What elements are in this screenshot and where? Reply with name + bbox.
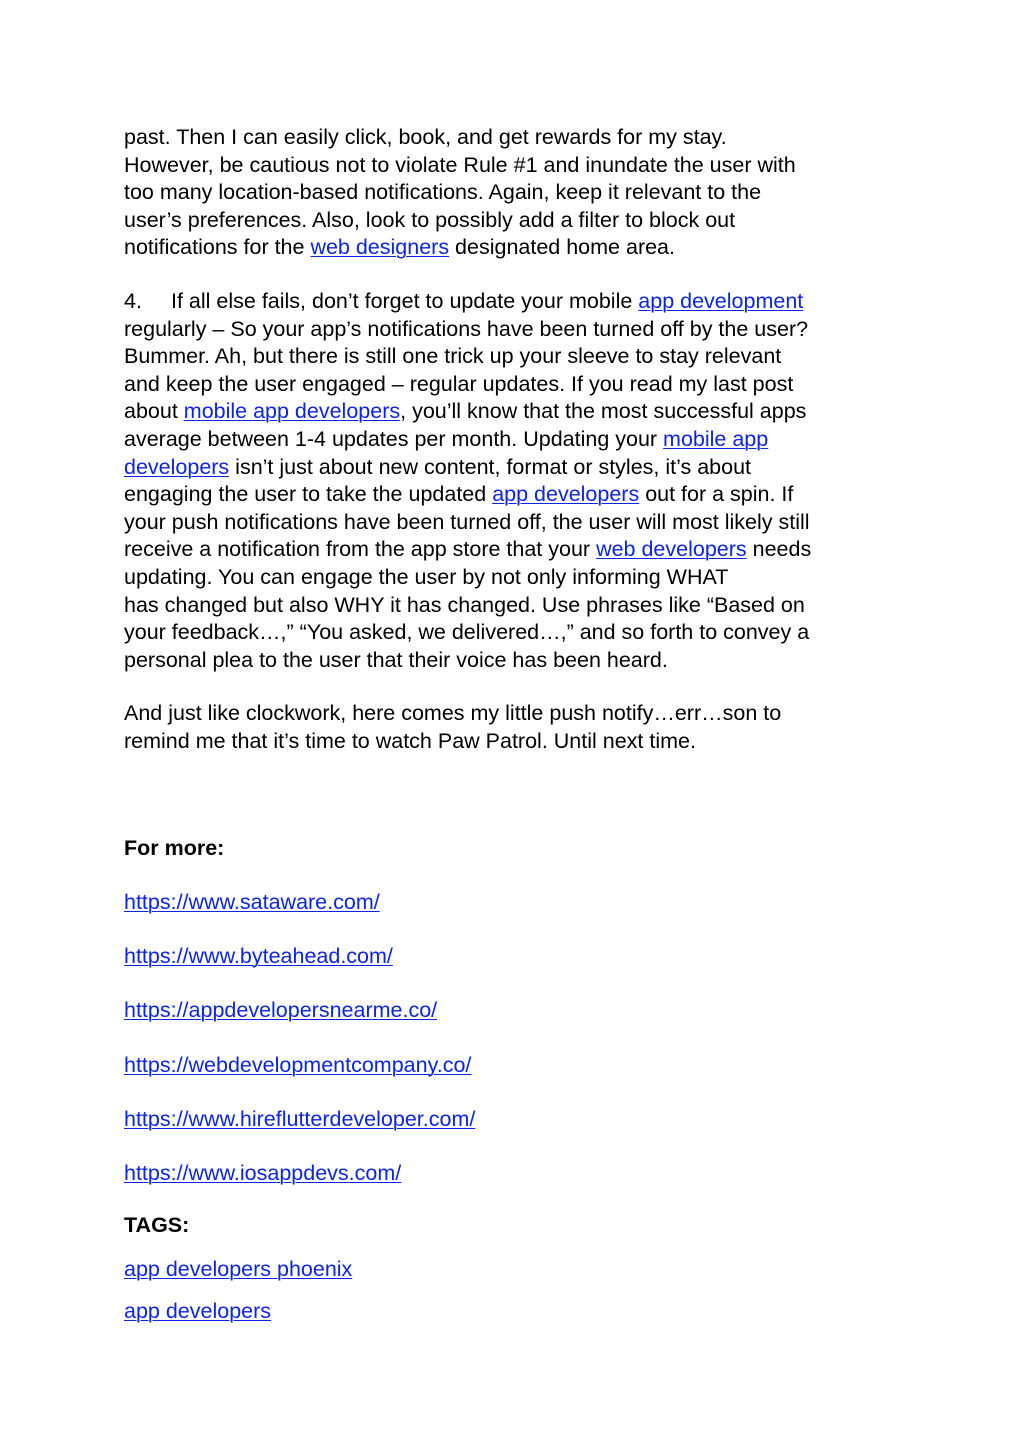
list-number: 4. — [124, 288, 142, 313]
text-line: updating. You can engage the user by not only informing WHAT — [124, 564, 729, 589]
text-line: past. Then I can easily click, book, and get rewards for my stay. — [124, 125, 727, 149]
text-fragment: isn’t just about new content, format or styles, it’s about — [229, 454, 752, 479]
text-fragment: notifications for the — [124, 235, 311, 260]
text-line — [124, 234, 904, 262]
for-more-heading: For more: — [124, 836, 225, 861]
web-developers-link[interactable]: web developers — [596, 537, 747, 562]
text-fragment: average between 1-4 updates per month. Updating your — [124, 426, 664, 451]
tags-heading: TAGS: — [124, 1213, 190, 1238]
text-line — [124, 454, 904, 482]
text-line: Bummer. Ah, but there is still one trick up your sleeve to stay relevant — [124, 344, 782, 369]
text-line: your feedback…,” “You asked, we delivered…,” and so forth to convey a — [124, 620, 810, 645]
byteahead-link[interactable]: https://www.byteahead.com/ — [124, 944, 393, 969]
paragraph-location-notifications — [124, 124, 904, 262]
text-fragment: engaging the user to take the updated — [124, 482, 493, 507]
webdevelopmentcompany-link[interactable]: https://webdevelopmentcompany.co/ — [124, 1052, 472, 1077]
text-line — [124, 288, 904, 316]
text-line: user’s preferences. Also, look to possibly add a filter to block out — [124, 207, 736, 232]
text-fragment: If all else fails, don’t forget to update your mobile — [171, 288, 639, 313]
mobile-app-developers-link-part2[interactable]: developers — [124, 454, 230, 479]
mobile-app-developers-link-part1[interactable]: mobile app — [663, 426, 769, 451]
tag-app-developers[interactable]: app developers — [124, 1299, 272, 1324]
text-line: personal plea to the user that their voice has been heard. — [124, 647, 668, 672]
paragraph-regular-updates — [124, 288, 904, 674]
reference-links-list — [124, 889, 904, 1188]
text-fragment: designated home area. — [449, 235, 675, 260]
text-line: your push notifications have been turned off, the user will most likely still — [124, 509, 810, 534]
mobile-app-developers-link[interactable]: mobile app developers — [183, 399, 401, 424]
text-line — [124, 536, 904, 564]
text-fragment: receive a notification from the app store that your — [124, 537, 597, 562]
iosappdevs-link[interactable]: https://www.iosappdevs.com/ — [124, 1161, 402, 1185]
app-development-link[interactable]: app development — [638, 288, 804, 313]
text-line: and keep the user engaged – regular updates. If you read my last post — [124, 371, 794, 396]
text-fragment: about — [124, 399, 184, 424]
hireflutterdeveloper-link[interactable]: https://www.hireflutterdeveloper.com/ — [124, 1106, 476, 1131]
text-line: regularly – So your app’s notifications have been turned off by the user? — [124, 316, 809, 341]
tags-list — [124, 1256, 904, 1326]
web-designers-link[interactable]: web designers — [310, 235, 450, 260]
text-line — [124, 398, 904, 426]
appdevelopersnearme-link[interactable]: https://appdevelopersnearme.co/ — [124, 998, 438, 1023]
tag-app-developers-phoenix[interactable]: app developers phoenix — [124, 1256, 353, 1281]
text-line: However, be cautious not to violate Rule #1 and inundate the user with — [124, 152, 796, 177]
sataware-link[interactable]: https://www.sataware.com/ — [124, 890, 380, 915]
text-line: has changed but also WHY it has changed. Use phrases like “Based on — [124, 592, 805, 617]
app-developers-link[interactable]: app developers — [492, 482, 640, 507]
text-line — [124, 426, 904, 454]
text-line — [124, 481, 904, 509]
text-fragment: out for a spin. If — [639, 482, 794, 507]
text-line: too many location-based notifications. Again, keep it relevant to the — [124, 180, 762, 205]
paragraph-closing — [124, 700, 904, 755]
text-fragment: , you’ll know that the most successful apps — [400, 399, 807, 424]
document-page — [124, 124, 904, 1326]
text-fragment: needs — [746, 537, 812, 562]
text-line: And just like clockwork, here comes my little push notify…err…son to — [124, 701, 782, 726]
text-line: remind me that it’s time to watch Paw Patrol. Until next time. — [124, 728, 696, 753]
